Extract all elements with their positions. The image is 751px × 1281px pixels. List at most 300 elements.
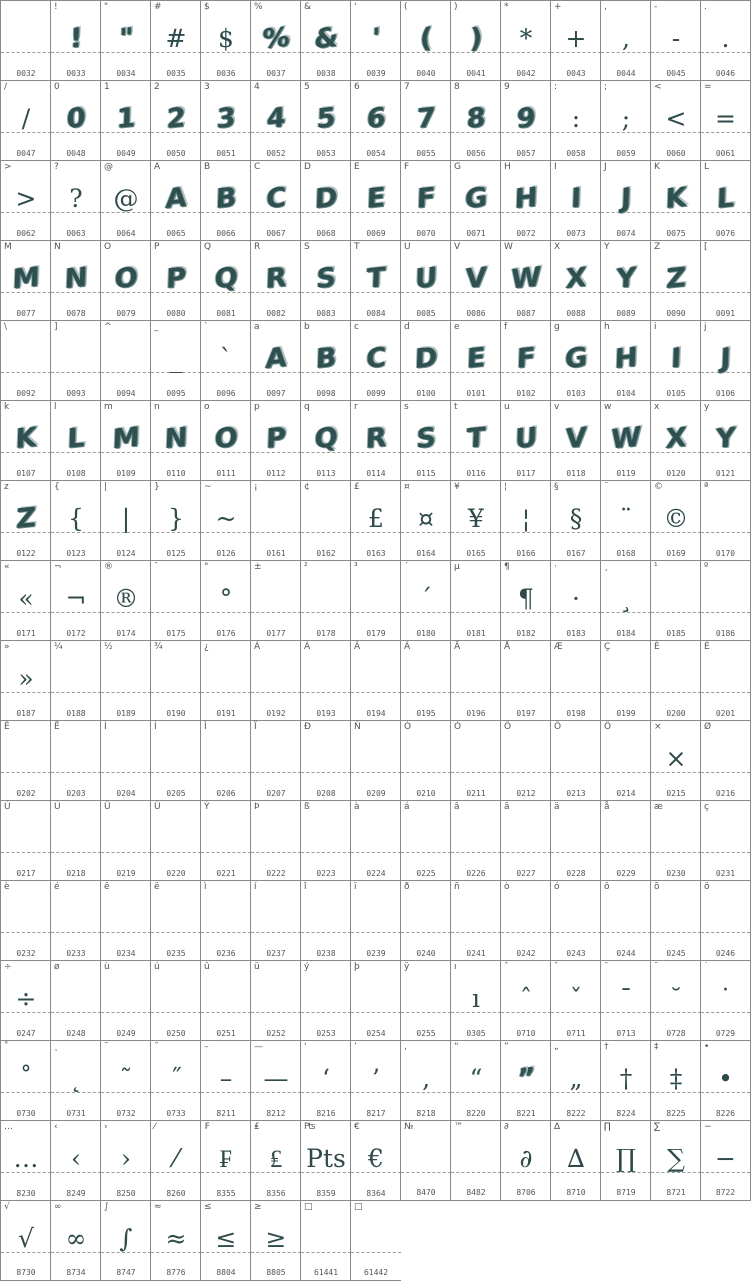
glyph-cell-label: 9 <box>504 82 510 92</box>
glyph-cell-label: ; <box>604 82 608 92</box>
glyph-sample: S <box>315 262 337 295</box>
glyph-cell-label: [ <box>704 242 708 252</box>
glyph-cell-label: V <box>454 242 461 252</box>
glyph-cell <box>400 0 451 81</box>
glyph-cell <box>400 1120 451 1201</box>
glyph-code: 0207 <box>266 789 286 798</box>
glyph-cell <box>550 560 601 641</box>
glyph-sample: ‡ <box>669 1064 683 1093</box>
glyph-sample: ˆ <box>519 984 533 1013</box>
glyph-cell-label: ` <box>204 322 209 332</box>
glyph-code: 0193 <box>316 709 336 718</box>
glyph-cell <box>500 1120 551 1201</box>
glyph-cell <box>700 160 751 241</box>
glyph-cell <box>200 0 251 81</box>
glyph-code: 0237 <box>266 949 286 958</box>
glyph-cell <box>100 480 151 561</box>
glyph-cell <box>450 400 501 481</box>
glyph-sample <box>1 823 51 855</box>
glyph-sample: = <box>715 104 736 133</box>
glyph-sample: × <box>665 744 687 773</box>
glyph-cell-label: ° <box>204 562 209 572</box>
glyph-code: 0228 <box>566 869 586 878</box>
glyph-code: 0167 <box>566 549 586 558</box>
glyph-sample: N <box>64 261 88 296</box>
glyph-cell-label: # <box>154 2 162 12</box>
glyph-code: 0068 <box>316 229 336 238</box>
glyph-code: 0208 <box>316 789 336 798</box>
glyph-cell <box>650 0 701 81</box>
glyph-cell <box>150 1200 201 1281</box>
glyph-cell-label: ∏ <box>604 1122 611 1132</box>
glyph-sample <box>651 663 701 695</box>
glyph-cell <box>50 160 101 241</box>
glyph-cell <box>600 320 651 401</box>
glyph-code: 0085 <box>416 309 436 318</box>
glyph-sample <box>551 823 601 855</box>
glyph-sample: ∂ <box>519 1144 533 1173</box>
glyph-code: 0239 <box>366 949 386 958</box>
glyph-cell-label: T <box>354 242 360 252</box>
glyph-cell <box>700 320 751 401</box>
glyph-code: 0240 <box>416 949 436 958</box>
glyph-code: 0118 <box>566 469 586 478</box>
glyph-code: 0203 <box>66 789 86 798</box>
glyph-cell-label: ∂ <box>504 1122 509 1132</box>
glyph-cell-label: – <box>204 1042 209 1052</box>
glyph-cell <box>250 640 301 721</box>
glyph-code: 0033 <box>66 69 86 78</box>
glyph-code: 8216 <box>316 1109 336 1118</box>
glyph-cell <box>0 800 51 881</box>
glyph-sample <box>701 743 750 775</box>
glyph-cell-label: û <box>204 962 210 972</box>
glyph-cell-label: ¸ <box>604 562 609 572</box>
glyph-sample: 3 <box>215 102 237 135</box>
glyph-sample: X <box>564 261 588 296</box>
glyph-code: 0065 <box>166 229 186 238</box>
glyph-sample <box>651 583 701 615</box>
glyph-code: 8260 <box>166 1189 186 1198</box>
glyph-code: 0247 <box>16 1029 36 1038</box>
glyph-code: 0057 <box>516 149 536 158</box>
glyph-code: 0059 <box>616 149 636 158</box>
glyph-cell <box>350 720 401 801</box>
glyph-sample <box>551 743 601 775</box>
glyph-cell <box>300 960 351 1041</box>
glyph-cell-label: H <box>504 162 511 172</box>
glyph-sample <box>401 823 451 855</box>
glyph-sample: ı <box>472 984 480 1013</box>
glyph-cell-label: ] <box>54 322 58 332</box>
glyph-code: 0223 <box>316 869 336 878</box>
glyph-code: 0231 <box>715 869 736 878</box>
glyph-cell <box>400 160 451 241</box>
glyph-code: 0054 <box>366 149 386 158</box>
glyph-cell <box>350 640 401 721</box>
glyph-cell-label: õ <box>654 882 660 892</box>
glyph-code: 8730 <box>16 1268 36 1277</box>
glyph-sample: 7 <box>415 102 437 135</box>
glyph-sample: ˜ <box>119 1064 133 1093</box>
glyph-sample <box>301 503 351 535</box>
glyph-sample: ÷ <box>15 984 37 1013</box>
glyph-sample: L <box>716 182 735 215</box>
glyph-code: 0729 <box>715 1029 736 1038</box>
glyph-cell <box>450 960 501 1041</box>
glyph-sample: M <box>111 421 141 456</box>
glyph-cell <box>400 880 451 961</box>
glyph-sample: ≈ <box>165 1224 187 1253</box>
glyph-code: 8470 <box>416 1188 436 1197</box>
glyph-cell <box>350 560 401 641</box>
glyph-sample <box>51 903 101 935</box>
glyph-cell-label: ? <box>54 162 59 172</box>
glyph-cell <box>600 1120 651 1201</box>
glyph-cell-label: “ <box>454 1042 459 1052</box>
glyph-cell <box>400 80 451 161</box>
glyph-cell <box>300 720 351 801</box>
glyph-sample <box>651 903 701 935</box>
glyph-cell <box>0 320 51 401</box>
glyph-sample: C <box>365 342 387 375</box>
glyph-code: 0234 <box>116 949 136 958</box>
glyph-cell-label: Î <box>204 722 207 732</box>
glyph-cell <box>250 1200 301 1281</box>
glyph-cell <box>450 80 501 161</box>
glyph-code: 0218 <box>66 869 86 878</box>
glyph-code: 0091 <box>715 309 736 318</box>
glyph-cell-label: . <box>704 2 707 12</box>
glyph-cell-label: \ <box>4 322 8 332</box>
glyph-sample <box>251 903 301 935</box>
glyph-sample: Q <box>213 261 239 296</box>
glyph-cell <box>500 320 551 401</box>
glyph-cell <box>550 480 601 561</box>
glyph-cell <box>600 160 651 241</box>
glyph-cell <box>700 800 751 881</box>
glyph-code: 0109 <box>116 469 136 478</box>
glyph-sample: 8 <box>465 102 487 135</box>
glyph-cell-label: © <box>654 482 663 492</box>
glyph-sample: © <box>663 504 689 533</box>
glyph-cell-label: ø <box>54 962 60 972</box>
glyph-sample: S <box>415 422 437 455</box>
glyph-cell <box>500 800 551 881</box>
glyph-code: 0213 <box>566 789 586 798</box>
glyph-cell-label: Ú <box>54 802 61 812</box>
glyph-cell <box>650 160 701 241</box>
glyph-sample <box>351 663 401 695</box>
glyph-code: 0190 <box>166 709 186 718</box>
glyph-code: 0215 <box>666 789 686 798</box>
glyph-cell-label: : <box>554 82 558 92</box>
glyph-code: 0119 <box>616 469 636 478</box>
glyph-sample <box>451 743 501 775</box>
glyph-cell <box>150 800 201 881</box>
glyph-cell <box>650 1120 701 1201</box>
glyph-cell-label: t <box>454 402 458 412</box>
glyph-sample: £ <box>368 504 384 533</box>
glyph-sample: K <box>14 421 38 456</box>
glyph-sample: 6 <box>365 102 387 135</box>
glyph-cell-label: ½ <box>104 642 113 652</box>
glyph-cell <box>550 80 601 161</box>
glyph-cell-label: ý <box>304 962 310 972</box>
glyph-cell-label: C <box>254 162 261 172</box>
glyph-sample: J <box>719 342 732 375</box>
glyph-cell-label: ~ <box>204 482 212 492</box>
glyph-cell-label: Ô <box>504 722 512 732</box>
glyph-sample: { <box>68 504 84 533</box>
glyph-sample: U <box>414 261 438 296</box>
glyph-sample: U <box>514 421 538 456</box>
glyph-cell <box>650 720 701 801</box>
glyph-cell <box>400 240 451 321</box>
glyph-code: 8805 <box>266 1268 286 1277</box>
glyph-code: 0074 <box>616 229 636 238</box>
glyph-cell <box>50 240 101 321</box>
glyph-sample <box>1 903 51 935</box>
glyph-sample: ≤ <box>215 1224 237 1253</box>
glyph-cell-label: ‘ <box>304 1042 307 1052</box>
glyph-cell-label: ˆ <box>504 962 509 972</box>
glyph-cell-label: ≥ <box>254 1202 262 1212</box>
glyph-cell <box>600 240 651 321</box>
glyph-cell <box>50 480 101 561</box>
glyph-cell-label: ñ <box>454 882 460 892</box>
glyph-sample <box>101 663 151 695</box>
glyph-code: 0216 <box>715 789 736 798</box>
glyph-code: 0072 <box>516 229 536 238</box>
glyph-code: 0195 <box>416 709 436 718</box>
glyph-code: 0225 <box>416 869 436 878</box>
glyph-sample <box>101 343 151 375</box>
glyph-code: 8706 <box>516 1188 536 1197</box>
glyph-cell <box>250 960 301 1041</box>
glyph-cell-label: Ö <box>604 722 612 732</box>
glyph-cell-label: ç <box>704 802 709 812</box>
glyph-cell-label: ⁄ <box>154 1122 156 1132</box>
glyph-cell-label: ˜ <box>104 1042 109 1052</box>
glyph-cell-label: 1 <box>104 82 110 92</box>
glyph-cell <box>200 400 251 481</box>
glyph-sample: O <box>213 421 239 456</box>
glyph-sample: ∞ <box>65 1224 87 1253</box>
glyph-sample: ( <box>419 22 433 55</box>
glyph-code: 0211 <box>466 789 486 798</box>
glyph-cell <box>300 80 351 161</box>
glyph-cell-label: q <box>304 402 310 412</box>
glyph-cell <box>250 1120 301 1201</box>
glyph-code: 0114 <box>366 469 386 478</box>
glyph-code: 0219 <box>116 869 136 878</box>
glyph-cell-label: € <box>354 1122 360 1132</box>
glyph-cell-label: D <box>304 162 311 172</box>
glyph-cell <box>200 160 251 241</box>
glyph-cell <box>600 800 651 881</box>
glyph-code: 0253 <box>316 1029 336 1038</box>
glyph-sample: ¤ <box>418 504 434 533</box>
glyph-cell <box>550 400 601 481</box>
glyph-sample <box>151 823 201 855</box>
glyph-cell <box>500 960 551 1041</box>
glyph-cell <box>250 160 301 241</box>
glyph-cell <box>350 800 401 881</box>
glyph-cell <box>450 560 501 641</box>
glyph-code: 0049 <box>116 149 136 158</box>
glyph-cell-label: x <box>654 402 660 412</box>
glyph-sample: ˚ <box>19 1064 33 1093</box>
glyph-cell-label: b <box>304 322 310 332</box>
glyph-cell <box>600 400 651 481</box>
glyph-cell-label: ì <box>204 882 207 892</box>
glyph-code: 8230 <box>16 1189 36 1198</box>
glyph-cell-label: * <box>504 2 509 12</box>
glyph-sample: ” <box>516 1062 536 1095</box>
glyph-cell-label: ∞ <box>54 1202 62 1212</box>
glyph-code: 0103 <box>566 389 586 398</box>
glyph-cell-label: » <box>4 642 10 652</box>
glyph-cell-label: Ü <box>154 802 161 812</box>
glyph-cell <box>500 640 551 721</box>
glyph-code: 0051 <box>216 149 236 158</box>
glyph-sample: B <box>215 182 237 215</box>
glyph-cell <box>250 560 301 641</box>
glyph-sample: T <box>366 262 386 295</box>
glyph-cell-label: № <box>404 1122 414 1132</box>
glyph-code: 0161 <box>266 549 286 558</box>
glyph-sample <box>201 663 251 695</box>
glyph-sample <box>51 743 101 775</box>
glyph-code: 0227 <box>516 869 536 878</box>
glyph-cell <box>450 0 501 81</box>
glyph-cell <box>450 480 501 561</box>
glyph-cell-label: □ <box>304 1202 313 1212</box>
glyph-cell-label: % <box>254 2 263 12</box>
glyph-cell-label: º <box>704 562 709 572</box>
glyph-cell-label: ò <box>504 882 510 892</box>
glyph-sample: — <box>263 1064 289 1093</box>
glyph-cell <box>650 1040 701 1121</box>
glyph-code: 0226 <box>466 869 486 878</box>
glyph-sample <box>101 823 151 855</box>
glyph-cell-label: ™ <box>454 1122 463 1132</box>
glyph-cell-label: Ý <box>204 802 210 812</box>
glyph-sample: H <box>514 181 538 216</box>
glyph-cell-label: m <box>104 402 113 412</box>
glyph-cell-label: ô <box>604 882 610 892</box>
glyph-code: 0217 <box>16 869 36 878</box>
glyph-code: 0121 <box>715 469 736 478</box>
glyph-code: 8804 <box>216 1268 236 1277</box>
glyph-code: 0086 <box>466 309 486 318</box>
glyph-cell-label: × <box>654 722 662 732</box>
glyph-cell-label: è <box>4 882 10 892</box>
glyph-cell-label: ₣ <box>204 1122 210 1132</box>
glyph-cell-label: ) <box>454 2 458 12</box>
glyph-code: 0179 <box>366 629 386 638</box>
glyph-sample: V <box>564 421 588 456</box>
glyph-cell-label: / <box>4 82 8 92</box>
glyph-code: 0200 <box>666 709 686 718</box>
glyph-cell-label: ˝ <box>154 1042 159 1052</box>
glyph-cell <box>200 560 251 641</box>
glyph-cell <box>100 1200 151 1281</box>
glyph-cell-label: ˚ <box>4 1042 9 1052</box>
glyph-cell <box>300 240 351 321</box>
glyph-code: 0123 <box>66 549 86 558</box>
glyph-cell-label: Å <box>504 642 511 652</box>
glyph-cell-label: Â <box>354 642 361 652</box>
glyph-cell-label: h <box>604 322 610 332</box>
glyph-sample: C <box>265 182 287 215</box>
glyph-sample: % <box>261 21 291 56</box>
glyph-code: 0105 <box>666 389 686 398</box>
glyph-code: 0035 <box>166 69 186 78</box>
glyph-sample: A <box>164 181 188 216</box>
glyph-cell <box>550 1040 601 1121</box>
glyph-sample <box>701 503 750 535</box>
glyph-sample: √ <box>18 1224 34 1253</box>
glyph-sample <box>251 823 301 855</box>
glyph-cell-label: Ã <box>404 642 411 652</box>
glyph-code: 0210 <box>416 789 436 798</box>
glyph-cell <box>350 80 401 161</box>
glyph-cell <box>600 720 651 801</box>
glyph-cell-label: ∆ <box>554 1122 561 1132</box>
glyph-sample: ° <box>219 584 233 613</box>
glyph-code: 0197 <box>516 709 536 718</box>
glyph-code: 0201 <box>715 709 736 718</box>
glyph-code: 61441 <box>313 1268 339 1277</box>
glyph-code: 0250 <box>166 1029 186 1038</box>
glyph-cell-label: Ù <box>4 802 11 812</box>
glyph-code: 0202 <box>16 789 36 798</box>
glyph-cell <box>650 960 701 1041</box>
glyph-sample: ˉ <box>619 984 633 1013</box>
glyph-sample: 9 <box>515 102 537 135</box>
glyph-code: 0102 <box>516 389 536 398</box>
glyph-sample <box>351 823 401 855</box>
glyph-cell-label: É <box>704 642 710 652</box>
glyph-sample <box>701 263 750 295</box>
glyph-cell <box>200 640 251 721</box>
glyph-cell <box>450 1040 501 1121</box>
glyph-cell <box>0 80 51 161</box>
glyph-cell-label: Ê <box>4 722 10 732</box>
glyph-code: 8359 <box>316 1189 336 1198</box>
glyph-sample <box>301 583 351 615</box>
glyph-sample: − <box>715 1144 736 1173</box>
glyph-sample <box>301 983 351 1015</box>
glyph-cell-label: ¶ <box>504 562 510 572</box>
glyph-cell-label: Ï <box>254 722 257 732</box>
glyph-code: 0061 <box>715 149 736 158</box>
glyph-sample <box>701 663 750 695</box>
glyph-cell <box>250 720 301 801</box>
glyph-cell-label: Y <box>604 242 610 252</box>
glyph-cell-label: P <box>154 242 160 252</box>
glyph-cell <box>100 560 151 641</box>
glyph-sample: 1 <box>115 102 137 135</box>
glyph-code: 0214 <box>616 789 636 798</box>
glyph-cell <box>50 1120 101 1201</box>
glyph-cell <box>600 1040 651 1121</box>
glyph-cell <box>0 240 51 321</box>
glyph-code: 0245 <box>666 949 686 958</box>
glyph-cell <box>650 800 701 881</box>
